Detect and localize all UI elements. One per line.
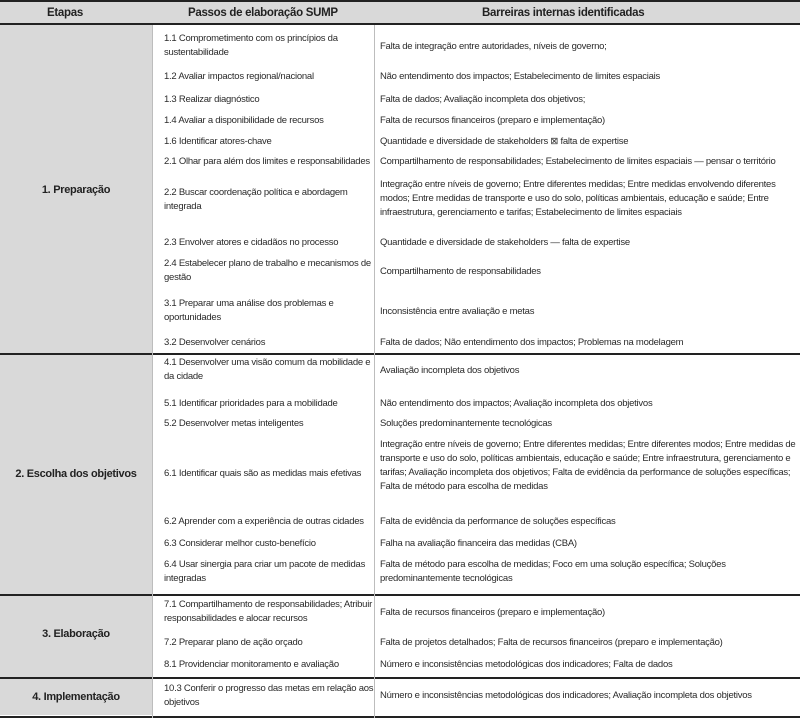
column-divider (152, 25, 153, 718)
barrier-cell: Quantidade e diversidade de stakeholders ⊠ falta de expertise (380, 136, 629, 147)
step-cell: 2.4 Estabelecer plano de trabalho e mecanismos de gestão (164, 258, 371, 283)
step-cell: 6.2 Aprender com a experiência de outras cidades (164, 516, 364, 527)
step-cell: 1.3 Realizar diagnóstico (164, 94, 260, 105)
step-cell: 5.1 Identificar prioridades para a mobilidade (164, 398, 338, 409)
barrier-cell: Compartilhamento de responsabilidades (380, 266, 541, 277)
step-cell: 3.1 Preparar uma análise dos problemas e oportunidades (164, 298, 334, 323)
step-cell: 3.2 Desenvolver cenários (164, 337, 266, 348)
barrier-cell: Não entendimento dos impactos; Avaliação incompleta dos objetivos (380, 398, 653, 409)
stage-label: 3. Elaboração (42, 628, 110, 640)
barrier-cell: Falta de recursos financeiros (preparo e implementação) (380, 607, 605, 618)
barrier-cell: Soluções predominantemente tecnológicas (380, 418, 552, 429)
step-cell: 6.3 Considerar melhor custo-benefício (164, 538, 316, 549)
barrier-cell: Falta de evidência da performance de soluções específicas (380, 516, 616, 527)
step-cell: 6.4 Usar sinergia para criar um pacote de medidas integradas (164, 559, 366, 584)
barrier-cell: Falta de dados; Não entendimento dos impactos; Problemas na modelagem (380, 337, 684, 348)
step-cell: 8.1 Providenciar monitoramento e avaliação (164, 659, 339, 670)
column-divider (374, 25, 375, 718)
step-cell: 2.1 Olhar para além dos limites e responsabilidades (164, 156, 370, 167)
step-cell: 2.3 Envolver atores e cidadãos no processo (164, 237, 339, 248)
header-steps: Passos de elaboração SUMP (188, 7, 338, 19)
barrier-cell: Falta de projetos detalhados; Falta de recursos financeiros (preparo e implementação) (380, 637, 723, 648)
step-cell: 10.3 Conferir o progresso das metas em relação aos objetivos (164, 683, 374, 708)
barrier-cell: Falta de recursos financeiros (preparo e implementação) (380, 115, 605, 126)
barrier-cell: Compartilhamento de responsabilidades; Estabelecimento de limites espaciais — pensar o território (380, 156, 776, 167)
barrier-cell: Falta de integração entre autoridades, níveis de governo; (380, 41, 607, 52)
step-cell: 1.2 Avaliar impactos regional/nacional (164, 71, 314, 82)
barrier-cell: Número e inconsistências metodológicas dos indicadores; Falta de dados (380, 659, 673, 670)
step-cell: 1.6 Identificar atores-chave (164, 136, 272, 147)
barrier-cell: Falta de método para escolha de medidas; Foco em uma solução específica; Soluções predominantemente tecnológicas (380, 559, 726, 584)
header-stages: Etapas (47, 7, 83, 19)
table-bottom-border (0, 716, 800, 718)
step-cell: 1.4 Avaliar a disponibilidade de recursos (164, 115, 324, 126)
barrier-cell: Não entendimento dos impactos; Estabelecimento de limites espaciais (380, 71, 661, 82)
barrier-cell: Falta de dados; Avaliação incompleta dos objetivos; (380, 94, 586, 105)
step-cell: 7.1 Compartilhamento de responsabilidades; Atribuir responsabilidades e alocar recursos (164, 599, 372, 624)
step-cell: 1.1 Comprometimento com os princípios da sustentabilidade (164, 33, 338, 58)
barrier-cell: Quantidade e diversidade de stakeholders — falta de expertise (380, 237, 630, 248)
barrier-cell: Inconsistência entre avaliação e metas (380, 306, 535, 317)
barrier-cell: Avaliação incompleta dos objetivos (380, 365, 520, 376)
table-header (0, 0, 800, 25)
step-cell: 4.1 Desenvolver uma visão comum da mobilidade e da cidade (164, 357, 371, 382)
step-cell: 5.2 Desenvolver metas inteligentes (164, 418, 304, 429)
stage-label: 2. Escolha dos objetivos (15, 468, 137, 480)
step-cell: 7.2 Preparar plano de ação orçado (164, 637, 303, 648)
barrier-cell: Número e inconsistências metodológicas dos indicadores; Avaliação incompleta dos objetivos (380, 690, 752, 701)
barrier-cell: Integração entre níveis de governo; Entre diferentes medidas; Entre diferentes modos; Entre medidas de transporte e uso do solo, políticas ambientais, educação e saúde; Entre infraestrutura, gerenciamento e tarifas; Avaliação incompleta dos objetivos; Falta de evidência da performance de soluções específicas; Falta de método para escolha de medidas (380, 439, 796, 492)
barrier-cell: Integração entre níveis de governo; Entre diferentes medidas; Entre medidas envolvendo diferentes modos; Entre medidas de transporte e uso do solo, políticas ambientais, educação e saúde; Entre infraestrutura, gerenciamento e tarifas; Estabelecimento de limites espaciais (380, 179, 776, 218)
stage-label: 1. Preparação (41, 184, 111, 196)
barrier-cell: Falha na avaliação financeira das medidas (CBA) (380, 538, 577, 549)
step-cell: 6.1 Identificar quais são as medidas mais efetivas (164, 468, 362, 479)
step-cell: 2.2 Buscar coordenação política e abordagem integrada (164, 187, 348, 212)
stage-label: 4. Implementação (32, 691, 120, 703)
header-barriers: Barreiras internas identificadas (482, 7, 645, 19)
